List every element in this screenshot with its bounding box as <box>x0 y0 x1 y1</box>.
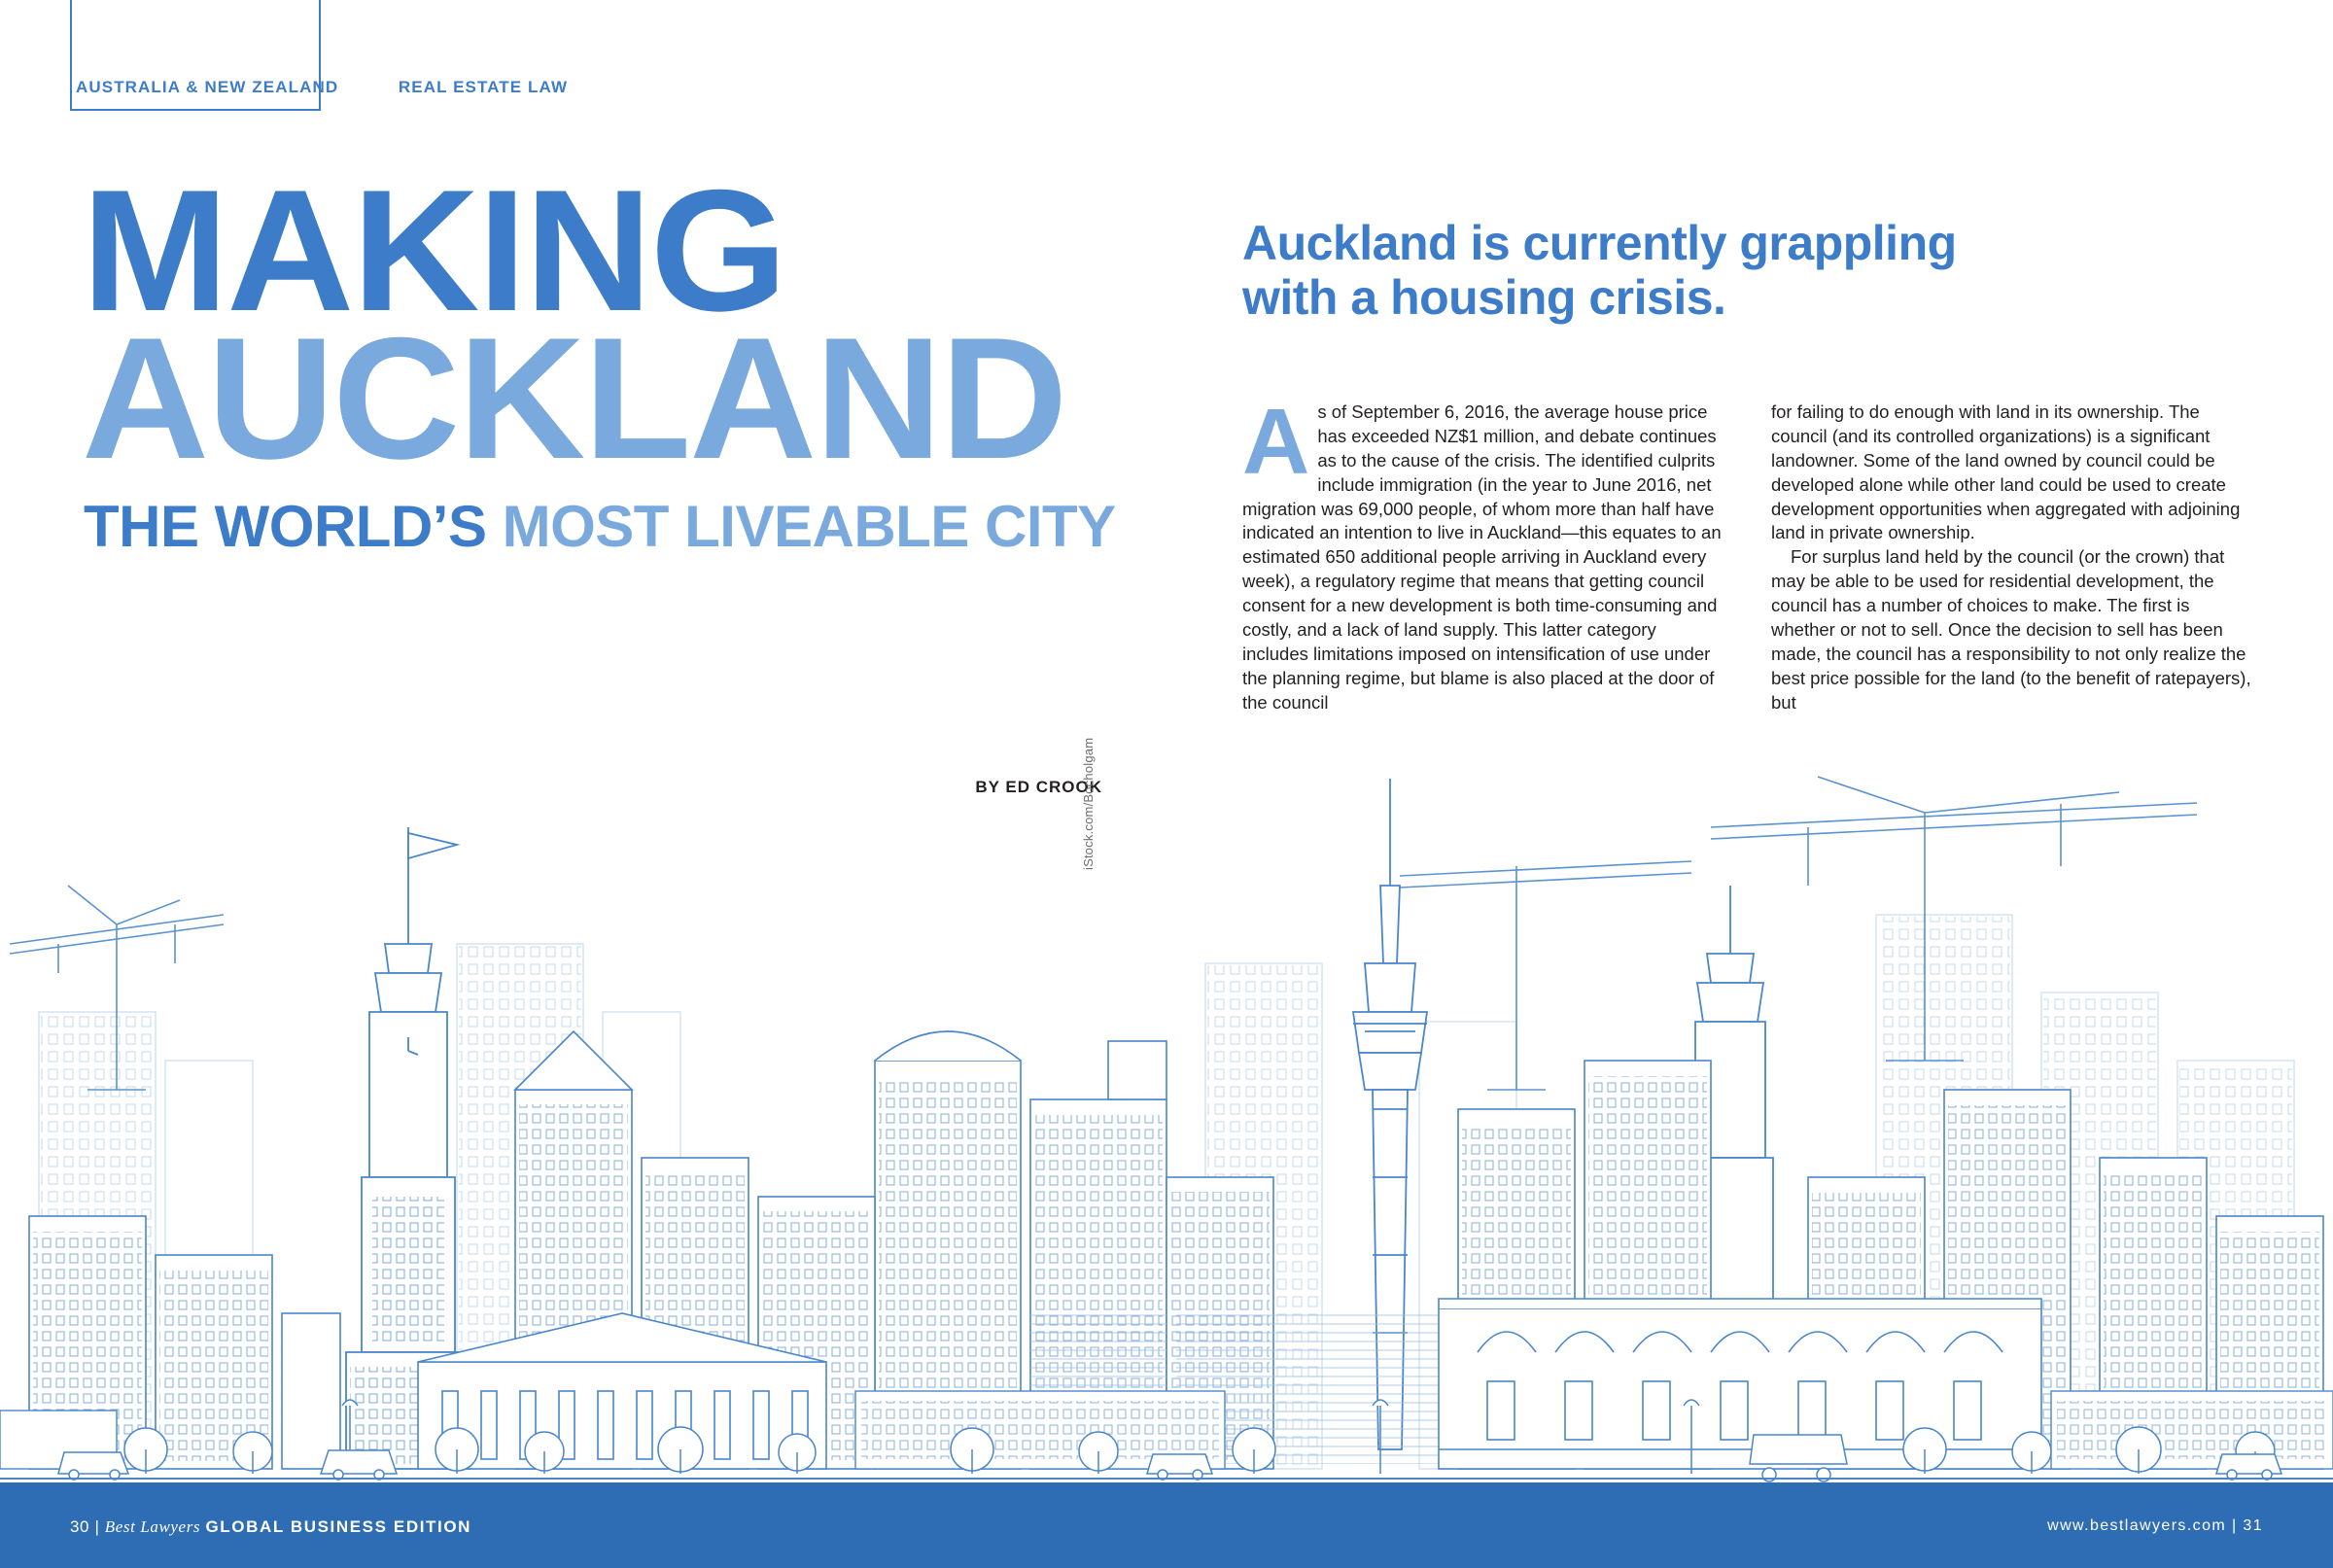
headline-subtitle <box>84 493 1132 560</box>
page-footer <box>0 1488 2333 1568</box>
headline-subtitle-dark: THE WORLD’S <box>84 493 503 559</box>
body-column-1 <box>1242 390 1724 714</box>
footer-page-left: 30 <box>70 1517 90 1536</box>
body-paragraph-1-text: s of September 6, 2016, the average house price has exceeded NZ$1 million, and debate continues as to the cause of the crisis. The identified culprits include immigration (in the year to June 2016, net migration was 69,000 people, of whom more than half have indicated an intention to live in Auckland—this equates to an estimated 650 additional people arriving in Auckland every week), a regulatory regime that means that getting council consent for a new development is both time-consuming and costly, and a lack of land supply. This latter category includes limitations imposed on intensification of use under the planning regime, but blame is also placed at the door of the council <box>1242 401 1722 713</box>
category-practice: REAL ESTATE LAW <box>398 78 569 96</box>
footer-left <box>70 1517 471 1537</box>
footer-separator-left: | <box>94 1517 100 1536</box>
skyline-svg <box>0 769 2333 1488</box>
footer-website[interactable]: www.bestlawyers.com <box>2047 1517 2227 1534</box>
footer-separator-right: | <box>2231 1517 2238 1534</box>
category-tag <box>76 78 568 97</box>
category-region: AUSTRALIA & NEW ZEALAND <box>76 78 339 96</box>
body-column-2 <box>1771 401 2253 714</box>
photo-credit: iStock.com/Bocholgam <box>1081 737 1096 870</box>
body-paragraph-1 <box>1242 390 1724 714</box>
byline: BY ED CROOK <box>975 778 1102 796</box>
footer-edition: GLOBAL BUSINESS EDITION <box>205 1517 472 1536</box>
body-paragraph-3: For surplus land held by the council (or the crown) that may be able to be used for residential development, the council has a number of choices to make. The first is whether or not to sell. Once the decision to sell has been made, the council has a responsibility to not only realize the best price possible for the land (to the benefit of ratepayers), but <box>1771 546 2251 713</box>
footer-page-right: 31 <box>2243 1517 2263 1534</box>
headline-block <box>82 154 1132 560</box>
headline-line-2: AUCKLAND <box>82 300 1066 495</box>
footer-brand: Best Lawyers <box>104 1517 201 1536</box>
article-deck: Auckland is currently grappling with a housing crisis. <box>1242 216 1957 325</box>
body-paragraph-2: for failing to do enough with land in its ownership. The council (and its controlled organizations) is a significant landowner. Some of the land owned by council could be developed alone while other land could be used to create development opportunities when aggregated with adjoining land in private ownership. <box>1771 401 2241 543</box>
headline-line-1: MAKING <box>82 154 786 347</box>
drop-cap: A <box>1242 390 1310 494</box>
headline-subtitle-light: MOST LIVEABLE CITY <box>502 493 1116 559</box>
footer-right <box>2047 1517 2263 1535</box>
body-columns <box>1242 390 2253 714</box>
auckland-skyline-illustration <box>0 769 2333 1488</box>
